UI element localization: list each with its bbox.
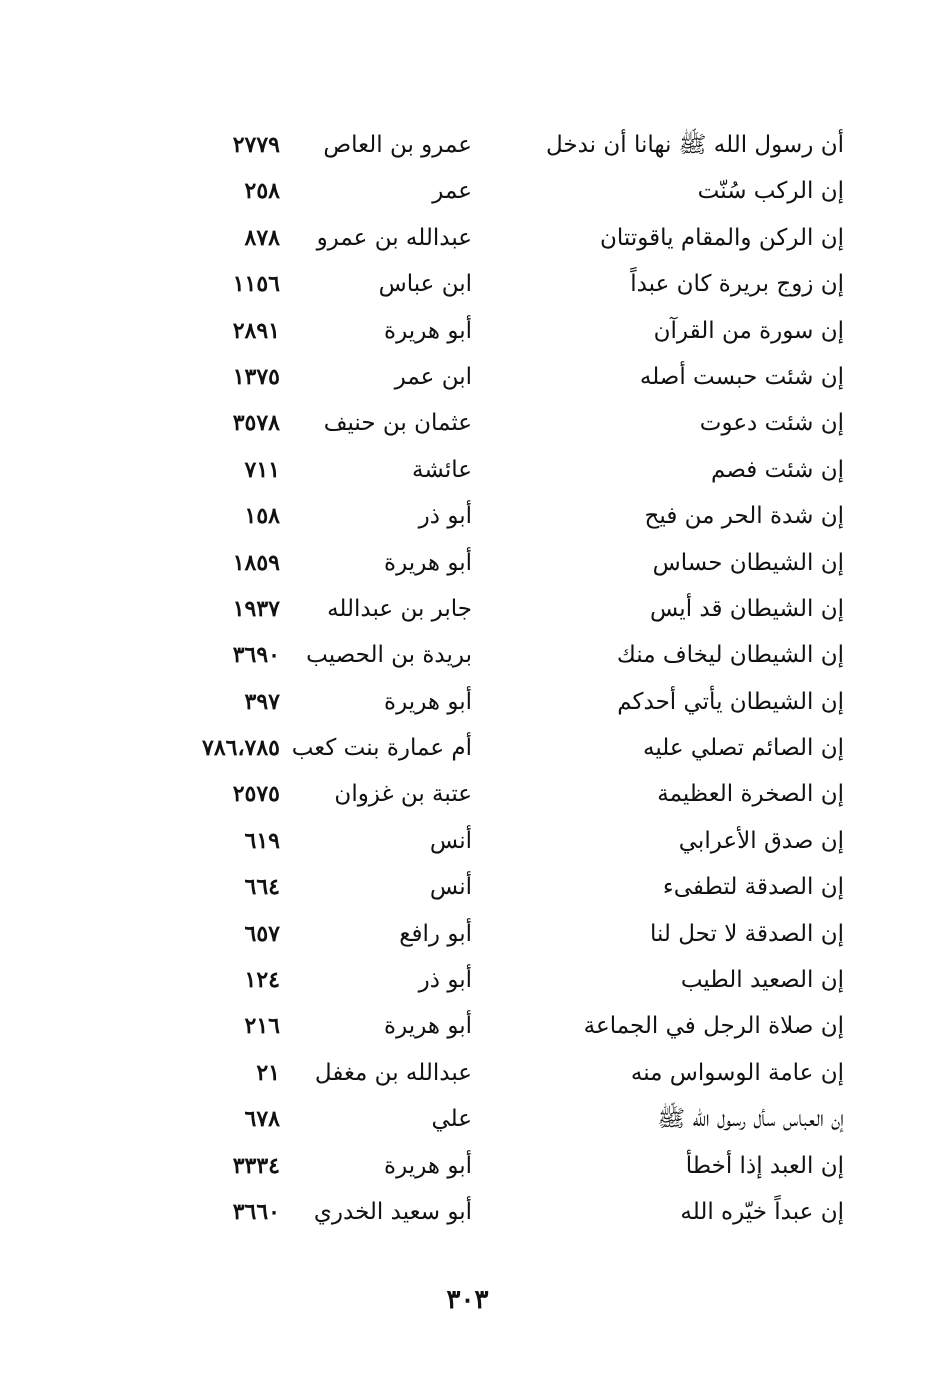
narrator-name: ابن عمر bbox=[394, 363, 472, 390]
narrator-name: أم عمارة بنت كعب bbox=[291, 735, 472, 762]
narrator-name: عمرو بن العاص bbox=[323, 132, 472, 158]
index-row bbox=[150, 493, 850, 539]
narrator-name: ابن عباس bbox=[378, 271, 472, 298]
hadith-number: ٧٨٦،٧٨٥ bbox=[202, 735, 280, 762]
hadith-text: إن شئت دعوت bbox=[699, 410, 844, 437]
hadith-number: ٣٣٣٤ bbox=[232, 1152, 280, 1179]
hadith-number: ٢٨٩١ bbox=[232, 317, 280, 344]
hadith-text: إن صلاة الرجل في الجماعة bbox=[583, 1013, 844, 1040]
hadith-text: إن الشيطان يأتي أحدكم bbox=[617, 688, 844, 715]
narrator-name: عتبة بن غزوان bbox=[334, 781, 472, 808]
narrator-name: أبو ذر bbox=[418, 503, 472, 530]
index-row bbox=[150, 818, 850, 864]
hadith-text: إن الصدقة لتطفىء bbox=[662, 874, 844, 901]
hadith-text: إن الركن والمقام ياقوتتان bbox=[600, 224, 844, 251]
narrator-name: عبدالله بن مغفل bbox=[314, 1059, 472, 1086]
hadith-number: ١٥٨ bbox=[244, 503, 280, 530]
index-row bbox=[150, 215, 850, 261]
hadith-number: ٧١١ bbox=[244, 456, 280, 483]
hadith-number: ٦١٩ bbox=[244, 827, 280, 854]
narrator-name: أنس bbox=[429, 874, 472, 901]
hadith-text: إن شئت فصم bbox=[711, 456, 844, 483]
hadith-text: إن سورة من القرآن bbox=[653, 317, 844, 344]
index-row bbox=[150, 725, 850, 771]
narrator-name: أنس bbox=[429, 827, 472, 854]
narrator-name: علي bbox=[431, 1106, 472, 1133]
index-row bbox=[150, 168, 850, 214]
hadith-number: ٢١٦ bbox=[244, 1013, 280, 1040]
hadith-text: إن عبداً خيّره الله bbox=[680, 1198, 844, 1225]
narrator-name: جابر بن عبدالله bbox=[327, 595, 472, 622]
hadith-text: إن الركب سُنّت bbox=[697, 178, 844, 205]
index-row bbox=[150, 354, 850, 400]
narrator-name: عبدالله بن عمرو bbox=[316, 224, 472, 251]
index-row bbox=[150, 632, 850, 678]
hadith-number: ٣٥٧٨ bbox=[232, 410, 280, 437]
narrator-name: عائشة bbox=[412, 456, 472, 483]
index-row bbox=[150, 1096, 850, 1142]
hadith-number: ٣٦٦٠ bbox=[232, 1198, 280, 1225]
narrator-name: أبو هريرة bbox=[384, 317, 472, 344]
hadith-number: ١٩٣٧ bbox=[232, 595, 280, 622]
hadith-text: إن زوج بريرة كان عبداً bbox=[630, 271, 844, 298]
hadith-number: ١٢٤ bbox=[244, 967, 280, 994]
narrator-name: أبو هريرة bbox=[384, 1013, 472, 1040]
index-row bbox=[150, 447, 850, 493]
hadith-number: ٦٧٨ bbox=[244, 1106, 280, 1133]
index-row bbox=[150, 911, 850, 957]
hadith-text: إن الصائم تصلي عليه bbox=[642, 735, 844, 762]
index-row bbox=[150, 586, 850, 632]
index-row bbox=[150, 1003, 850, 1049]
narrator-name: بريدة بن الحصيب bbox=[306, 642, 472, 669]
hadith-text: إن شئت حبست أصله bbox=[639, 363, 844, 390]
hadith-number: ٢١ bbox=[256, 1059, 280, 1086]
hadith-text: إن العباس سأل رسول الله ﷺ bbox=[657, 1106, 844, 1133]
hadith-text: إن الصخرة العظيمة bbox=[657, 781, 844, 808]
hadith-text: إن الشيطان حساس bbox=[652, 549, 844, 576]
hadith-number: ٢٥٨ bbox=[244, 178, 280, 205]
index-row bbox=[150, 261, 850, 307]
hadith-number: ١٣٧٥ bbox=[232, 363, 280, 390]
narrator-name: عمر bbox=[432, 178, 472, 205]
hadith-index-table bbox=[150, 122, 850, 1235]
narrator-name: أبو هريرة bbox=[384, 549, 472, 576]
hadith-text: إن الصدقة لا تحل لنا bbox=[649, 920, 844, 947]
hadith-text: إن الشيطان ليخاف منك bbox=[616, 642, 844, 669]
index-row bbox=[150, 957, 850, 1003]
index-row bbox=[150, 864, 850, 910]
hadith-number: ٨٧٨ bbox=[244, 224, 280, 251]
hadith-number: ٦٥٧ bbox=[244, 920, 280, 947]
index-row bbox=[150, 122, 850, 168]
narrator-name: عثمان بن حنيف bbox=[323, 410, 472, 437]
narrator-name: أبو ذر bbox=[418, 967, 472, 994]
narrator-name: أبو سعيد الخدري bbox=[313, 1198, 472, 1225]
narrator-name: أبو هريرة bbox=[384, 1152, 472, 1179]
hadith-number: ٣٦٩٠ bbox=[232, 642, 280, 669]
hadith-text: إن عامة الوسواس منه bbox=[630, 1059, 844, 1086]
index-row bbox=[150, 771, 850, 817]
index-row bbox=[150, 308, 850, 354]
hadith-number: ١١٥٦ bbox=[232, 271, 280, 298]
index-row bbox=[150, 1189, 850, 1235]
narrator-name: أبو هريرة bbox=[384, 688, 472, 715]
hadith-text: أن رسول الله ﷺ نهانا أن ندخل bbox=[545, 132, 844, 158]
index-row bbox=[150, 679, 850, 725]
index-row bbox=[150, 1050, 850, 1096]
hadith-text: إن شدة الحر من فيح bbox=[644, 503, 844, 530]
hadith-text: إن العبد إذا أخطأ bbox=[685, 1152, 844, 1179]
hadith-text: إن الشيطان قد أيس bbox=[649, 595, 844, 622]
hadith-number: ٢٥٧٥ bbox=[232, 781, 280, 808]
page-number: ٣٠٣ bbox=[446, 1285, 489, 1315]
hadith-number: ٦٦٤ bbox=[244, 874, 280, 901]
hadith-number: ١٨٥٩ bbox=[232, 549, 280, 576]
index-row bbox=[150, 400, 850, 446]
hadith-text: إن صدق الأعرابي bbox=[678, 827, 844, 854]
index-row bbox=[150, 540, 850, 586]
hadith-number: ٢٧٧٩ bbox=[232, 132, 280, 158]
index-row bbox=[150, 1143, 850, 1189]
hadith-number: ٣٩٧ bbox=[244, 688, 280, 715]
hadith-text: إن الصعيد الطيب bbox=[680, 967, 844, 994]
narrator-name: أبو رافع bbox=[399, 920, 472, 947]
